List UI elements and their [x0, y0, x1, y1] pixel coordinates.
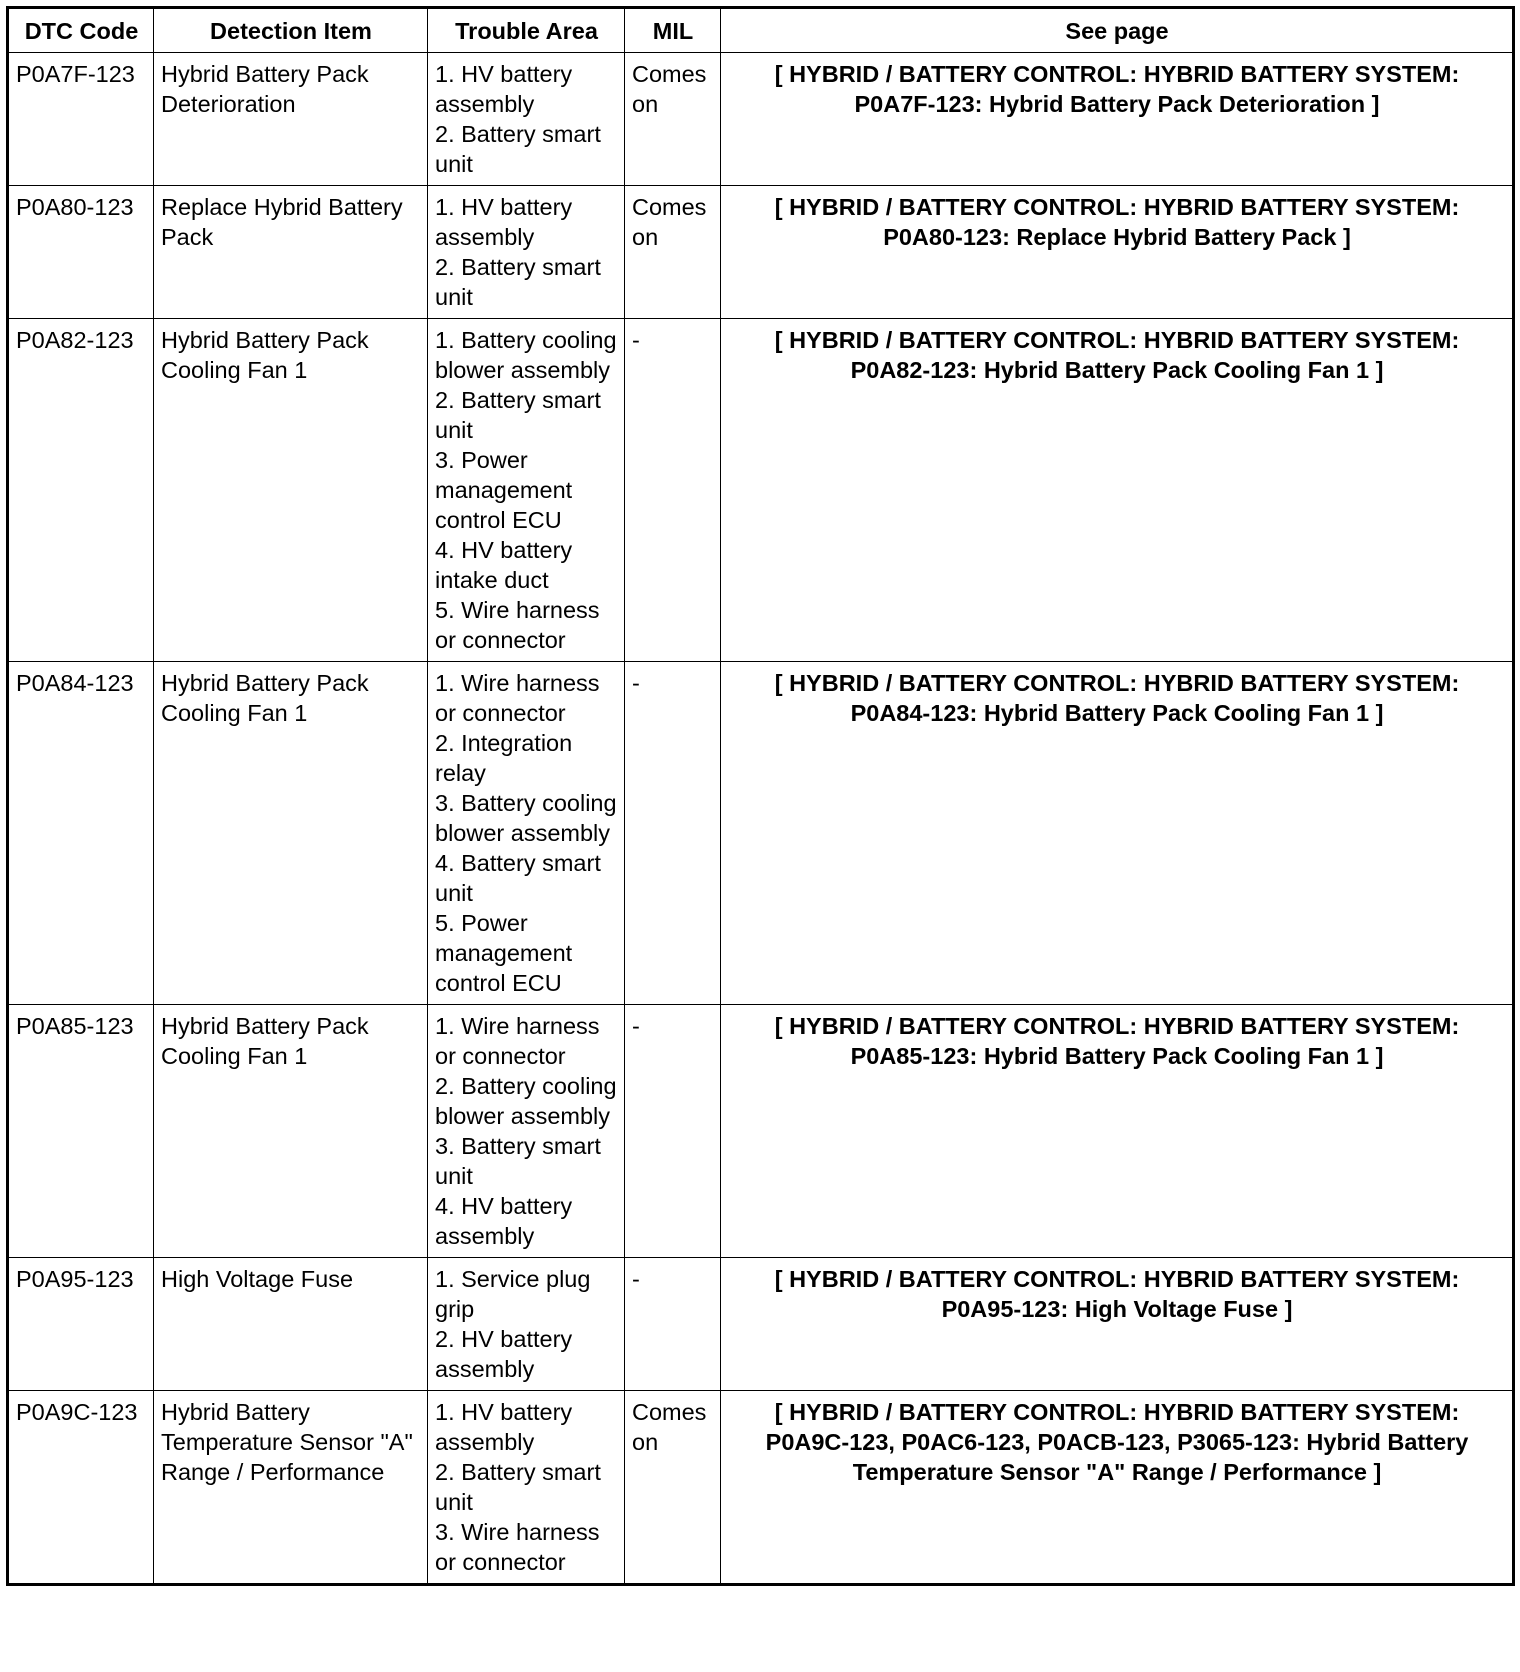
dtc-code-cell: P0A9C-123: [8, 1391, 154, 1585]
see-page-line: [ HYBRID / BATTERY CONTROL: HYBRID BATTERY SYSTEM:: [774, 670, 1460, 696]
trouble-area-cell: [428, 662, 625, 1005]
trouble-area-cell: [428, 1391, 625, 1585]
see-page-line: P0A85-123: Hybrid Battery Pack Cooling Fan 1 ]: [850, 1043, 1384, 1069]
trouble-area-line: 2. Battery smart unit: [435, 387, 601, 443]
trouble-area-cell: [428, 1258, 625, 1391]
see-page-link[interactable]: [721, 53, 1514, 186]
trouble-area-line: 1. HV battery assembly: [435, 1399, 573, 1455]
dtc-code-cell: P0A82-123: [8, 319, 154, 662]
see-page-link[interactable]: [721, 1005, 1514, 1258]
table-row: [8, 53, 1514, 186]
header-see-page: See page: [721, 8, 1514, 53]
detection-item-cell: Hybrid Battery Pack Cooling Fan 1: [154, 319, 428, 662]
trouble-area-line: 2. Integration relay: [435, 730, 573, 786]
mil-cell: Comes on: [625, 53, 721, 186]
detection-item-cell: Hybrid Battery Pack Cooling Fan 1: [154, 662, 428, 1005]
trouble-area-line: 1. Wire harness or connector: [435, 670, 600, 726]
trouble-area-line: 1. Wire harness or connector: [435, 1013, 600, 1069]
trouble-area-cell: [428, 186, 625, 319]
trouble-area-cell: [428, 1005, 625, 1258]
dtc-code-cell: P0A95-123: [8, 1258, 154, 1391]
trouble-area-line: 2. Battery smart unit: [435, 254, 601, 310]
see-page-line: P0A82-123: Hybrid Battery Pack Cooling Fan 1 ]: [850, 357, 1384, 383]
trouble-area-line: 3. Battery smart unit: [435, 1133, 601, 1189]
dtc-code-cell: P0A7F-123: [8, 53, 154, 186]
table-row: [8, 1391, 1514, 1585]
see-page-line: [ HYBRID / BATTERY CONTROL: HYBRID BATTERY SYSTEM:: [774, 1399, 1460, 1425]
detection-item-cell: Hybrid Battery Pack Deterioration: [154, 53, 428, 186]
trouble-area-line: 4. HV battery intake duct: [435, 537, 573, 593]
dtc-code-cell: P0A85-123: [8, 1005, 154, 1258]
trouble-area-line: 1. HV battery assembly: [435, 61, 573, 117]
see-page-line: [ HYBRID / BATTERY CONTROL: HYBRID BATTERY SYSTEM:: [774, 1013, 1460, 1039]
see-page-line: P0A80-123: Replace Hybrid Battery Pack ]: [883, 224, 1351, 250]
header-detection-item: Detection Item: [154, 8, 428, 53]
see-page-line: [ HYBRID / BATTERY CONTROL: HYBRID BATTERY SYSTEM:: [774, 61, 1460, 87]
trouble-area-line: 3. Battery cooling blower assembly: [435, 790, 617, 846]
trouble-area-line: 5. Power management control ECU: [435, 910, 573, 996]
trouble-area-line: 1. Battery cooling blower assembly: [435, 327, 617, 383]
dtc-table-sheet: [6, 6, 1512, 1586]
trouble-area-line: 1. HV battery assembly: [435, 194, 573, 250]
trouble-area-line: 2. Battery smart unit: [435, 1459, 601, 1515]
see-page-link[interactable]: [721, 662, 1514, 1005]
detection-item-cell: Hybrid Battery Pack Cooling Fan 1: [154, 1005, 428, 1258]
dtc-code-cell: P0A80-123: [8, 186, 154, 319]
trouble-area-line: 4. Battery smart unit: [435, 850, 601, 906]
trouble-area-line: 2. HV battery assembly: [435, 1326, 573, 1382]
trouble-area-line: 3. Power management control ECU: [435, 447, 573, 533]
detection-item-cell: Hybrid Battery Temperature Sensor "A" Range / Performance: [154, 1391, 428, 1585]
header-dtc-code: DTC Code: [8, 8, 154, 53]
table-row: [8, 1258, 1514, 1391]
detection-item-cell: High Voltage Fuse: [154, 1258, 428, 1391]
trouble-area-line: 1. Service plug grip: [435, 1266, 591, 1322]
trouble-area-line: 5. Wire harness or connector: [435, 597, 600, 653]
see-page-line: P0A7F-123: Hybrid Battery Pack Deterioration ]: [854, 91, 1380, 117]
mil-cell: -: [625, 319, 721, 662]
mil-cell: Comes on: [625, 1391, 721, 1585]
mil-cell: Comes on: [625, 186, 721, 319]
header-row: [8, 8, 1514, 53]
trouble-area-cell: [428, 319, 625, 662]
header-trouble-area: Trouble Area: [428, 8, 625, 53]
table-row: [8, 319, 1514, 662]
mil-cell: -: [625, 1005, 721, 1258]
detection-item-cell: Replace Hybrid Battery Pack: [154, 186, 428, 319]
see-page-link[interactable]: [721, 186, 1514, 319]
header-mil: MIL: [625, 8, 721, 53]
dtc-table: [6, 6, 1515, 1586]
table-row: [8, 662, 1514, 1005]
trouble-area-line: 2. Battery smart unit: [435, 121, 601, 177]
table-row: [8, 1005, 1514, 1258]
see-page-line: P0A84-123: Hybrid Battery Pack Cooling Fan 1 ]: [850, 700, 1384, 726]
table-row: [8, 186, 1514, 319]
trouble-area-line: 3. Wire harness or connector: [435, 1519, 600, 1575]
see-page-link[interactable]: [721, 1391, 1514, 1585]
trouble-area-line: 4. HV battery assembly: [435, 1193, 573, 1249]
see-page-link[interactable]: [721, 1258, 1514, 1391]
see-page-line: [ HYBRID / BATTERY CONTROL: HYBRID BATTERY SYSTEM:: [774, 1266, 1460, 1292]
trouble-area-cell: [428, 53, 625, 186]
see-page-link[interactable]: [721, 319, 1514, 662]
trouble-area-line: 2. Battery cooling blower assembly: [435, 1073, 617, 1129]
see-page-line: [ HYBRID / BATTERY CONTROL: HYBRID BATTERY SYSTEM:: [774, 327, 1460, 353]
see-page-line: P0A95-123: High Voltage Fuse ]: [941, 1296, 1293, 1322]
see-page-line: [ HYBRID / BATTERY CONTROL: HYBRID BATTERY SYSTEM:: [774, 194, 1460, 220]
mil-cell: -: [625, 1258, 721, 1391]
mil-cell: -: [625, 662, 721, 1005]
dtc-code-cell: P0A84-123: [8, 662, 154, 1005]
see-page-line: P0A9C-123, P0AC6-123, P0ACB-123, P3065-123: Hybrid Battery Temperature Sensor "A" Range / Performance ]: [765, 1429, 1469, 1485]
